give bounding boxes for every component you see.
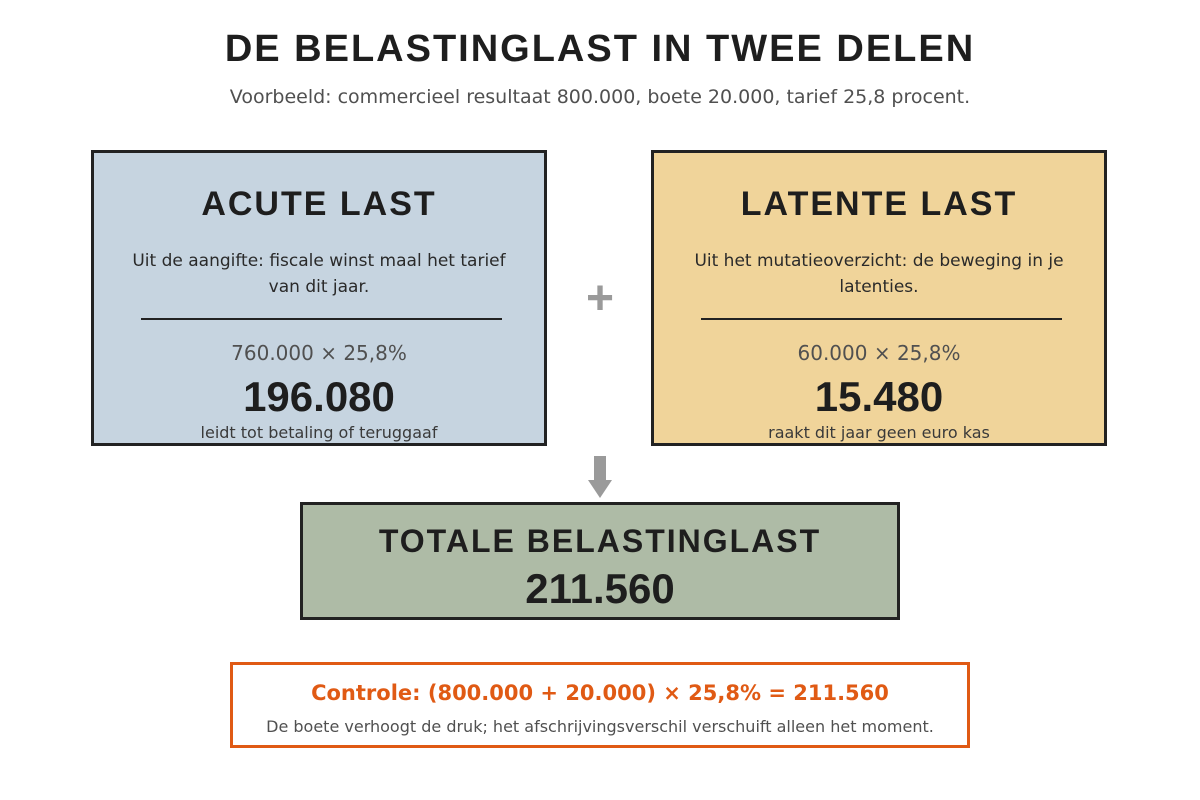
total-box bbox=[300, 502, 900, 620]
acute-last-note: leidt tot betaling of teruggaaf bbox=[200, 423, 438, 442]
control-note: De boete verhoogt de druk; het afschrijvingsverschil verschuift alleen het moment. bbox=[266, 717, 934, 736]
latent-last-formula: 60.000 × 25,8% bbox=[797, 341, 961, 365]
latent-last-box bbox=[651, 150, 1107, 446]
arrow-down-icon bbox=[588, 456, 612, 498]
latent-last-note: raakt dit jaar geen euro kas bbox=[768, 423, 990, 442]
acute-last-box bbox=[91, 150, 547, 446]
latent-last-value: 15.480 bbox=[814, 373, 944, 420]
page-title: DE BELASTINGLAST IN TWEE DELEN bbox=[224, 28, 976, 70]
acute-last-value: 196.080 bbox=[243, 373, 395, 420]
latent-last-divider bbox=[701, 318, 1062, 320]
acute-last-title: ACUTE LAST bbox=[201, 185, 437, 223]
acute-last-divider bbox=[141, 318, 502, 320]
total-value: 211.560 bbox=[525, 565, 675, 612]
plus-icon: + bbox=[585, 272, 615, 325]
latent-last-title: LATENTE LAST bbox=[740, 185, 1018, 223]
total-title: TOTALE BELASTINGLAST bbox=[378, 523, 822, 559]
latent-last-description: Uit het mutatieoverzicht: de beweging in je latenties. bbox=[694, 251, 1064, 297]
control-formula: Controle: (800.000 + 20.000) × 25,8% = 211.560 bbox=[311, 681, 889, 705]
control-box bbox=[230, 662, 970, 748]
page-subtitle: Voorbeeld: commercieel resultaat 800.000, boete 20.000, tarief 25,8 procent. bbox=[229, 86, 971, 108]
acute-last-description: Uit de aangifte: fiscale winst maal het tarief van dit jaar. bbox=[132, 251, 506, 297]
acute-last-formula: 760.000 × 25,8% bbox=[231, 341, 407, 365]
